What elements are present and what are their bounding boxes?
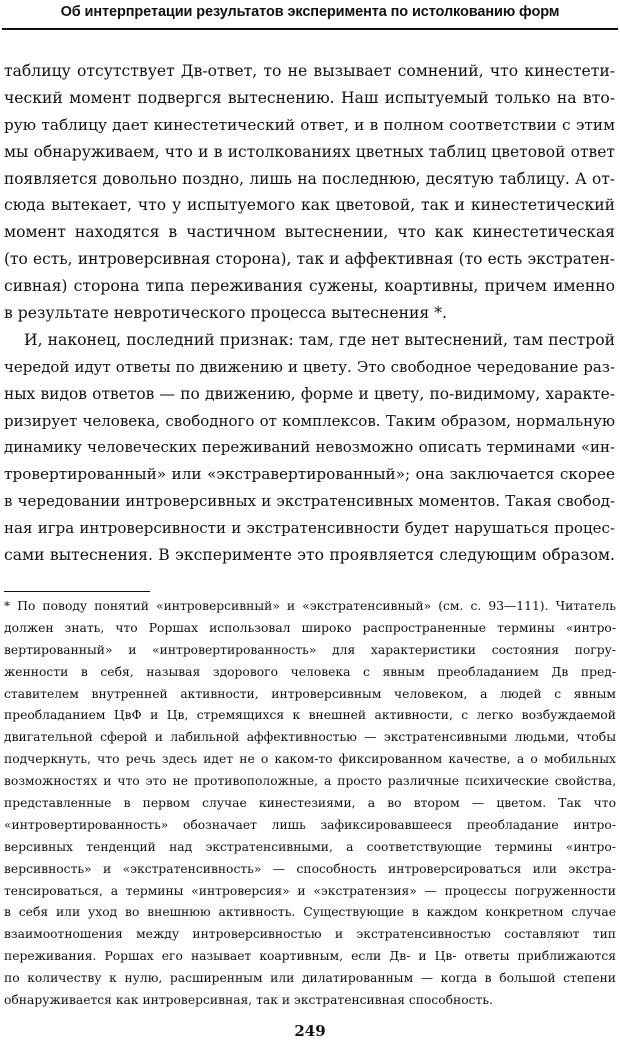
body-line: динамику человеческих переживаний невозможно описать терминами «ин- (4, 438, 615, 457)
footnote-line: тенсироваться, а термины «интроверсия» и «экстратензия» — процессы погруженности (4, 883, 616, 898)
body-line: в результате невротического процесса вытеснения *. (4, 304, 447, 323)
footnote-line: обнаруживается как интроверсивная, так и экстратенсивная способность. (4, 993, 493, 1008)
body-line: И, наконец, последний признак: там, где нет вытеснений, там пестрой (24, 330, 615, 349)
body-line: в чередовании интроверсивных и экстратенсивных моментов. Такая свобод- (4, 492, 615, 511)
body-line: ных видов ответов — по движению, форме и цвету, по-видимому, характе- (4, 384, 615, 403)
footnote-line: должен знать, что Роршах использовал широко распространенные термины «интро- (4, 620, 616, 635)
footnote-line: подчеркнуть, что речь здесь идет не о каком-то фиксированном качестве, а о мобильных (4, 752, 616, 767)
body-line: ческий момент подвергся вытеснению. Наш испытуемый только на вто- (4, 88, 615, 107)
body-line: появляется довольно поздно, лишь на последнюю, десятую таблицу. А от- (4, 169, 615, 188)
footnote-line: переживания. Роршах его называет коартивным, если Дв- и Цв- ответы приближаются (4, 949, 616, 964)
footnote-line: версивных тенденций над экстратенсивными, а соответствующие термины «интро- (4, 839, 616, 854)
body-line: сивная) сторона типа переживания сужены, коартивны, причем именно (4, 277, 615, 296)
page-number: 249 (294, 1022, 326, 1040)
footnote (4, 596, 616, 1012)
footnote-line: возможностях и что это не противоположные, а просто различные психические свойства, (4, 774, 616, 789)
footnote-line: женности в себя, называя здорового человека с явным преобладанием Дв пред- (4, 664, 616, 679)
footnote-line: двигательной сферой и лабильной аффективностью — экстратенсивными людьми, чтобы (4, 730, 616, 745)
body-line: момент находятся в частичном вытеснении, что как кинестетическая (4, 223, 615, 242)
footnote-line: представленные в первом случае кинестезиями, а во втором — цветом. Так что (4, 796, 616, 811)
footnote-line: преобладанием ЦвФ и Цв, стремящихся к внешней активности, с легко возбуждаемой (4, 708, 616, 723)
footnote-line: ставителем внутренней активности, интроверсивным человеком, а людей с явным (4, 686, 616, 701)
footnote-rule (4, 591, 150, 592)
footnote-line: версивность» и «экстратенсивность» — способность интроверсироваться или экстра- (4, 861, 616, 876)
header-rule (2, 28, 618, 30)
body-text (4, 58, 615, 569)
body-line: рую таблицу дает кинестетический ответ, и в полном соответствии с этим (4, 115, 615, 134)
body-line: тровертированный» или «экстравертированный»; она заключается скорее (4, 465, 615, 484)
body-line: ризирует человека, свободного от комплексов. Таким образом, нормальную (4, 411, 615, 430)
running-head: Об интерпретации результатов эксперимента по истолкованию форм (60, 4, 560, 20)
footnote-line: взаимоотношения между интроверсивностью и экстратенсивностью составляют тип (4, 927, 616, 942)
footnote-line: по количеству к нулю, расширенным или дилатированным — когда в большой степени (4, 971, 616, 986)
body-line: сами вытеснения. В эксперименте это проявляется следующим образом. (4, 546, 615, 565)
footnote-line: в себя или уход во внешнюю активность. Существующие в каждом конкретном случае (4, 905, 616, 920)
footnote-line: вертированный» и «интровертированность» для характеристики состояния погру- (4, 642, 616, 657)
body-line: ная игра интроверсивности и экстратенсивности будет нарушаться процес- (4, 519, 615, 538)
body-line: (то есть, интроверсивная сторона), так и аффективная (то есть экстратен- (4, 250, 615, 269)
body-line: чередой идут ответы по движению и цвету. Это свободное чередование раз- (4, 357, 615, 376)
body-line: таблицу отсутствует Дв-ответ, то не вызывает сомнений, что кинестети- (4, 62, 615, 80)
footnote-line: «интровертированность» обозначает лишь зафиксировавшееся преобладание интро- (4, 817, 616, 832)
body-line: мы обнаруживаем, что и в истолкованиях цветных таблиц цветовой ответ (4, 142, 615, 161)
body-line: сюда вытекает, что у испытуемого как цветовой, так и кинестетический (4, 196, 615, 215)
footnote-line: * По поводу понятий «интроверсивный» и «экстратенсивный» (см. с. 93—111). Читатель (4, 599, 616, 613)
